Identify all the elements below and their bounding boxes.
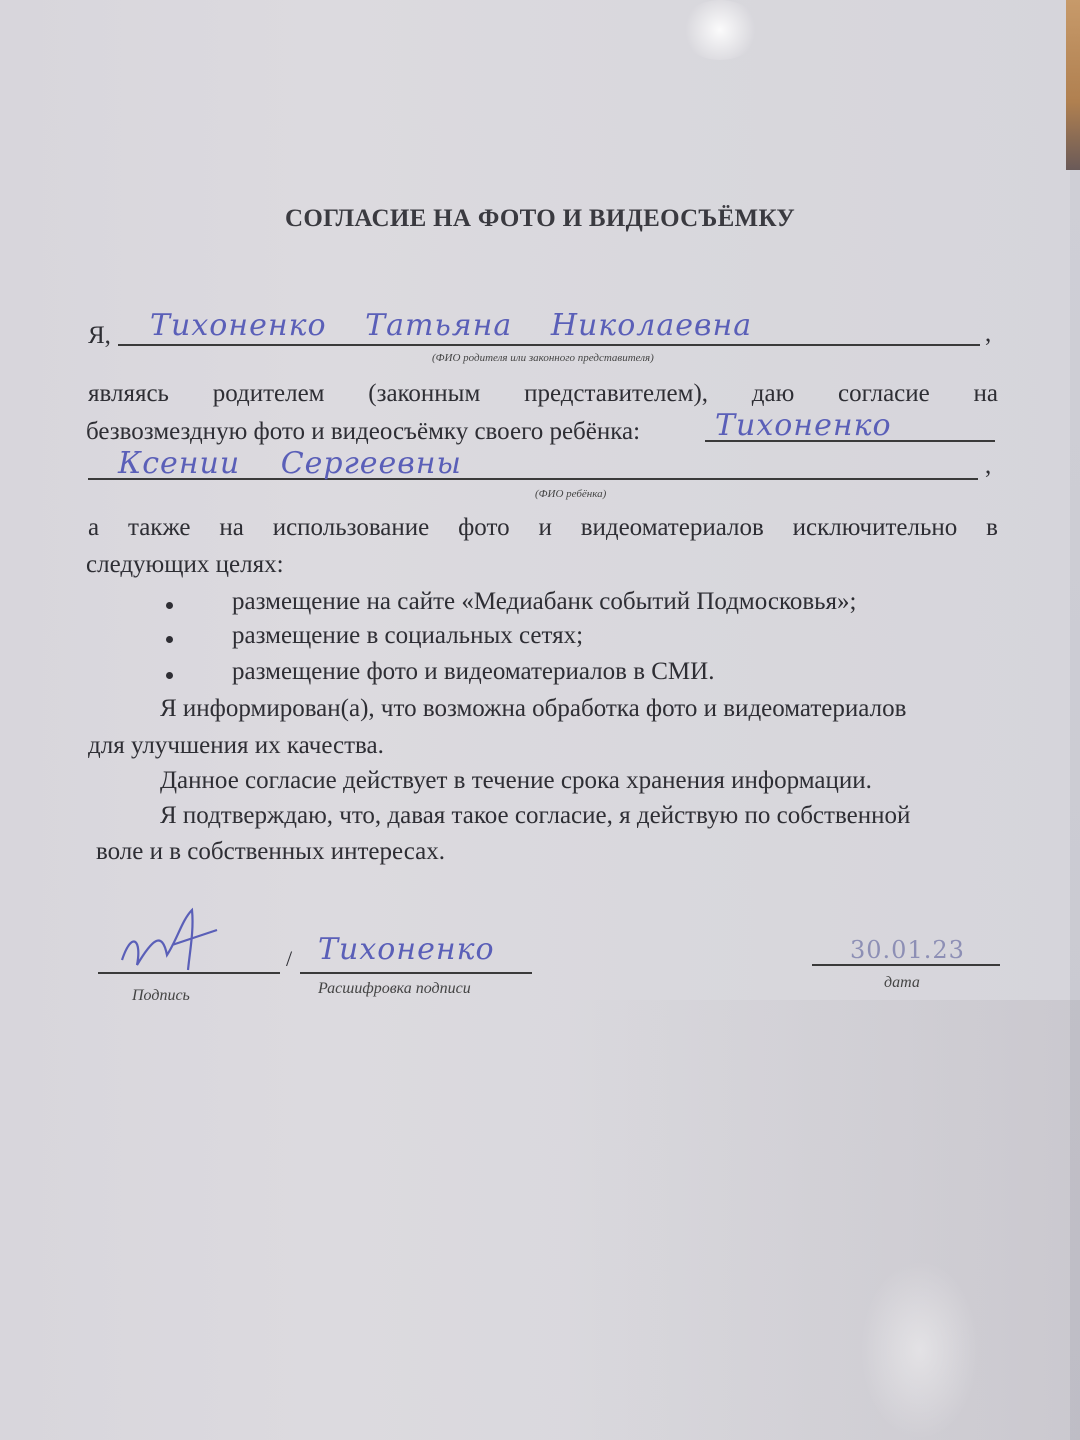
purpose-line-2: следующих целях: <box>86 551 284 578</box>
intro-prefix: Я, <box>88 322 111 349</box>
decoding-line <box>300 972 532 974</box>
purpose-line: а также на использование фото и видеоматериалов исключительно в <box>88 514 998 541</box>
paragraph-3-line-1: Я подтверждаю, что, давая такое согласие, я действую по собственной <box>160 802 911 829</box>
parent-name-line <box>118 344 980 346</box>
child-surname-handwritten: Тихоненко <box>715 408 892 443</box>
signature-caption: Подпись <box>132 987 190 1004</box>
paper-shadow <box>560 1000 1080 1440</box>
purpose-item: размещение на сайте «Медиабанк событий Подмосковья»; <box>232 588 857 615</box>
date-line <box>812 964 1000 966</box>
comma: , <box>985 452 992 479</box>
paragraph-3-line-2: воле и в собственных интересах. <box>96 838 445 865</box>
document-title: СОГЛАСИЕ НА ФОТО И ВИДЕОСЪЁМКУ <box>284 205 796 232</box>
separator: / <box>286 946 293 971</box>
child-name-handwritten: Ксении Сергеевны <box>118 446 462 481</box>
background-edge <box>1066 0 1080 170</box>
decoding-caption: Расшифровка подписи <box>318 980 471 997</box>
consent-line-2: безвозмездную фото и видеосъёмку своего ребёнка: <box>86 418 641 445</box>
light-glare <box>680 0 760 60</box>
paragraph-1-line-1: Я информирован(а), что возможна обработка фото и видеоматериалов <box>160 695 907 722</box>
consent-line: являясь родителем (законным представителем), даю согласие на <box>88 380 998 407</box>
paragraph-1-line-2: для улучшения их качества. <box>88 732 384 759</box>
date-caption: дата <box>884 974 920 991</box>
parent-caption: (ФИО родителя или законного представителя) <box>432 352 654 364</box>
signature-scribble <box>112 900 232 980</box>
comma: , <box>985 320 992 347</box>
bullet-icon <box>166 602 173 609</box>
decoding-handwritten: Тихоненко <box>318 932 495 967</box>
paragraph-2: Данное согласие действует в течение срока хранения информации. <box>160 767 872 794</box>
signature-line <box>98 972 280 974</box>
child-caption: (ФИО ребёнка) <box>535 488 607 500</box>
bullet-icon <box>166 636 173 643</box>
parent-name-handwritten: Тихоненко Татьяна Николаевна <box>150 308 753 343</box>
date-handwritten: 30.01.23 <box>850 936 965 964</box>
bullet-icon <box>166 672 173 679</box>
purpose-item: размещение в социальных сетях; <box>232 622 584 649</box>
purpose-item: размещение фото и видеоматериалов в СМИ. <box>232 658 715 685</box>
